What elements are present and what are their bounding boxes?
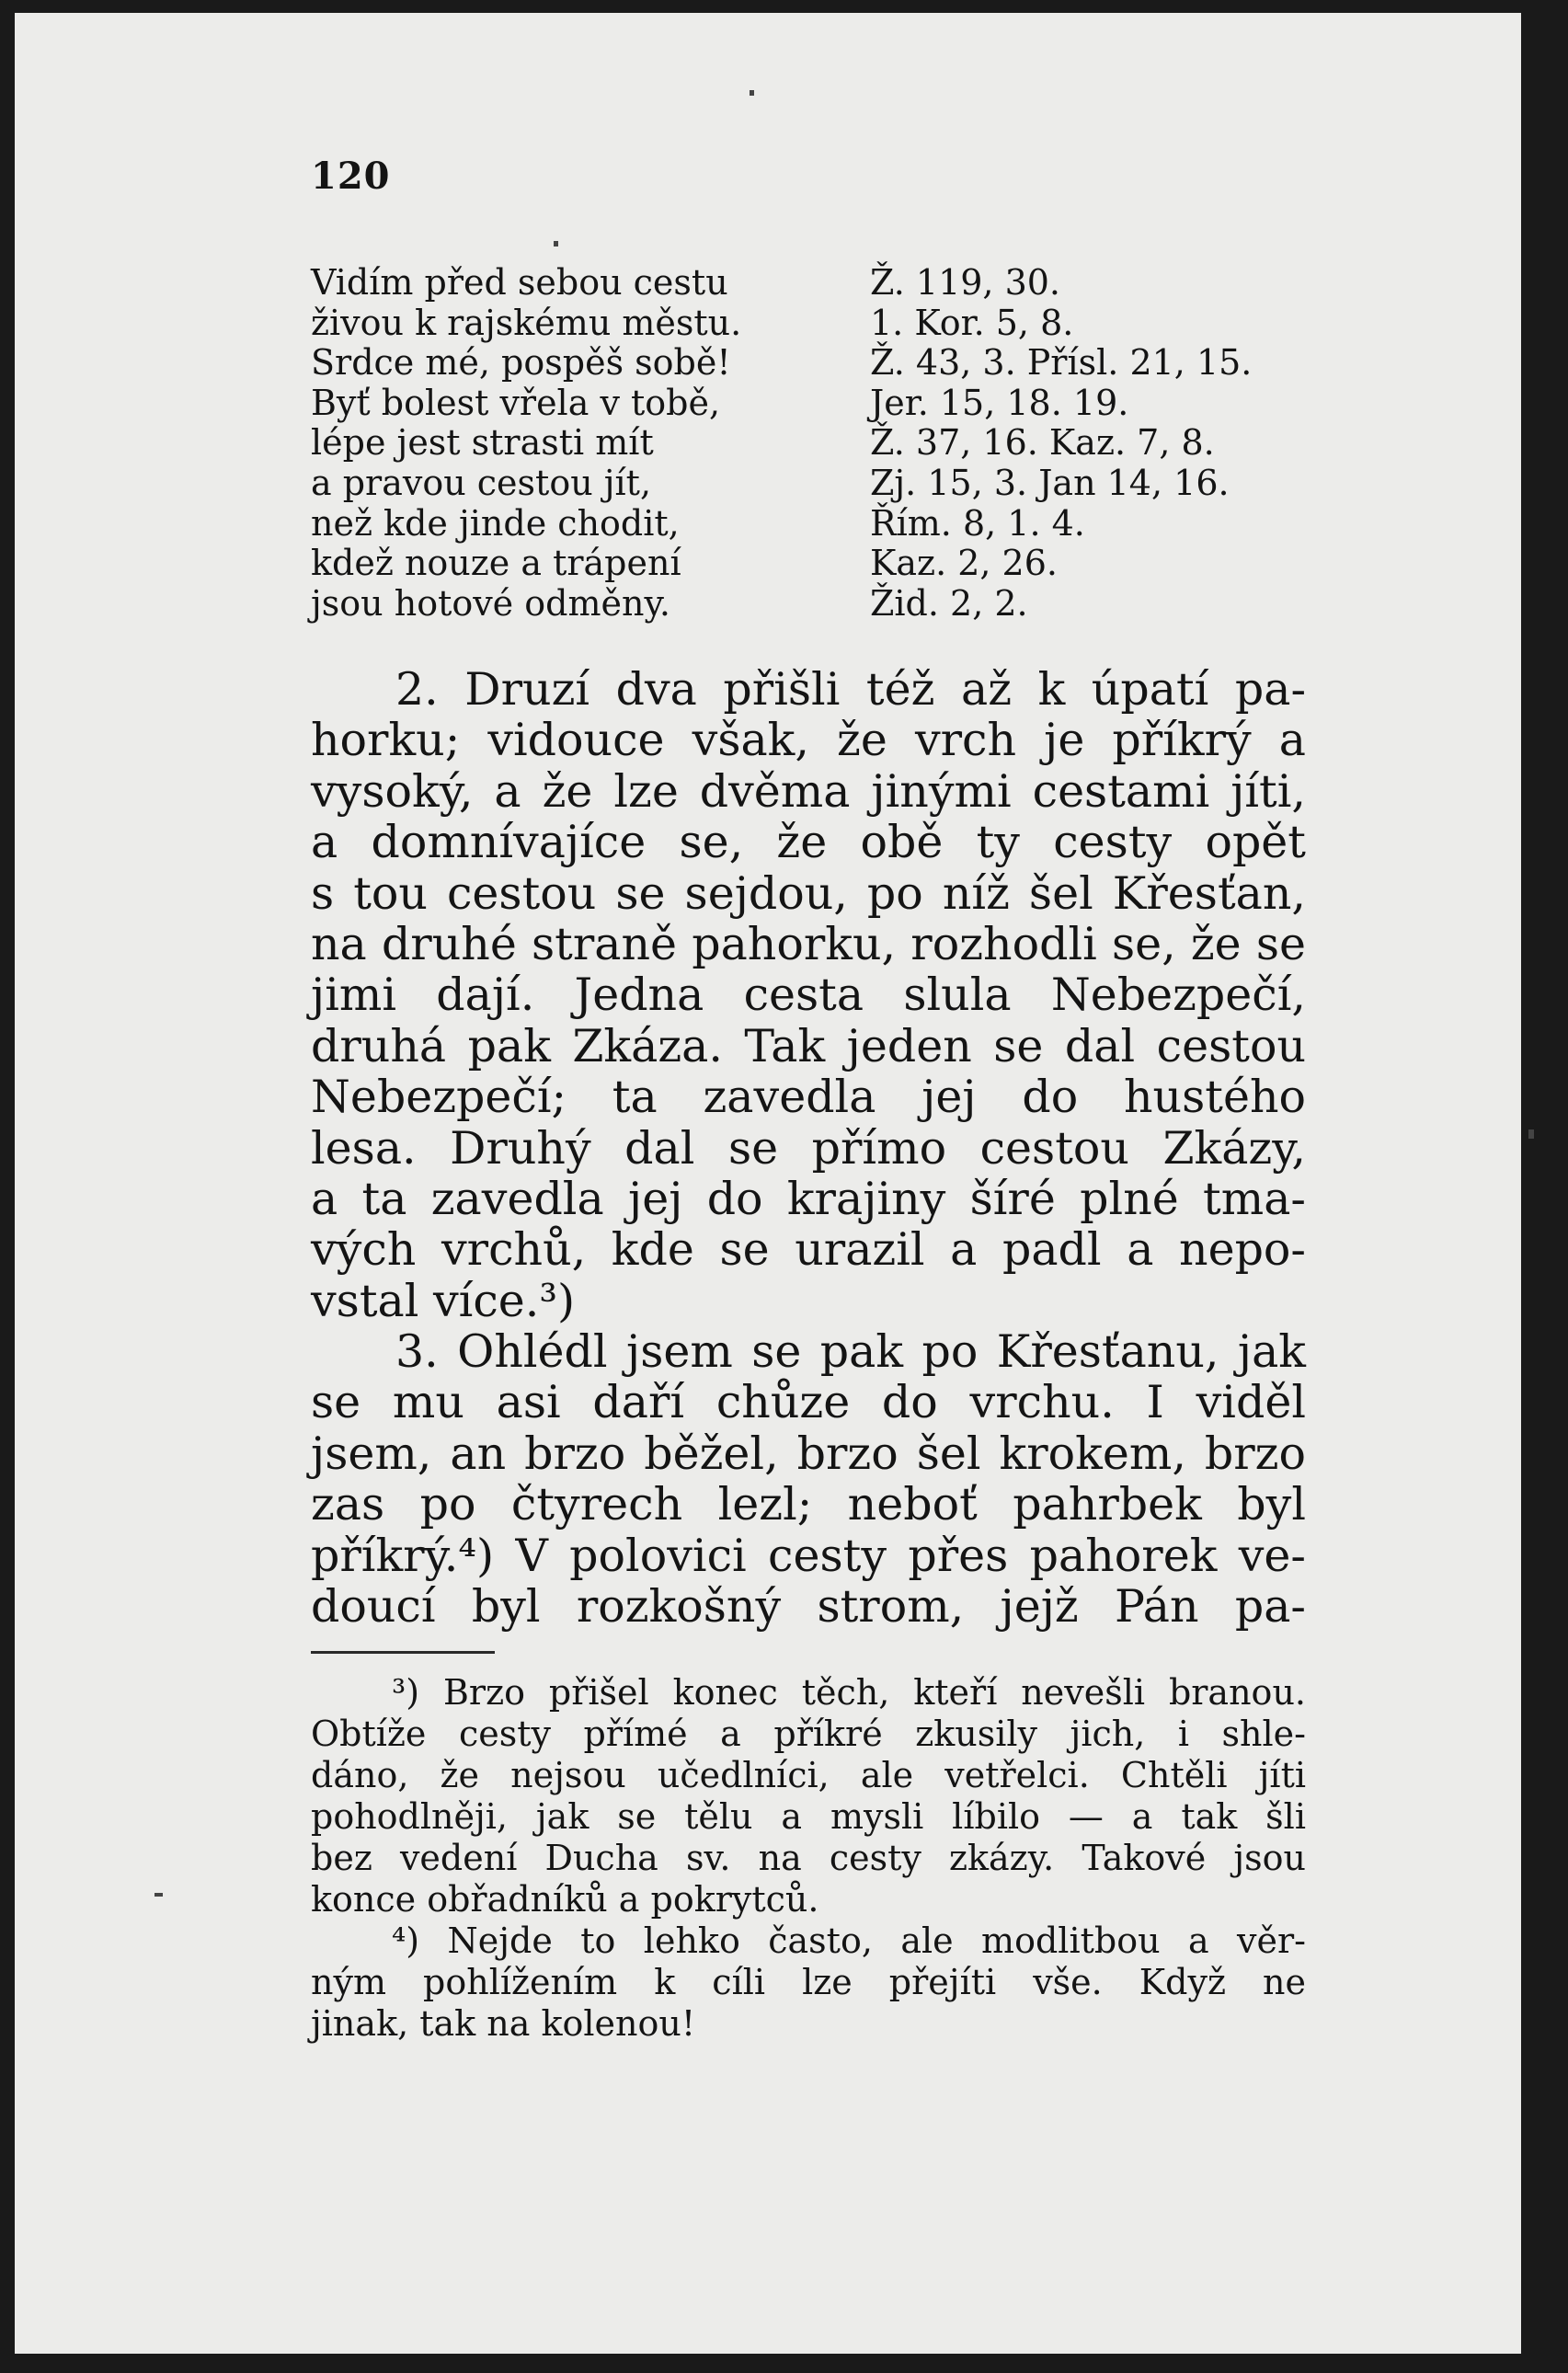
paragraph-3-line: doucí byl rozkošný strom, jejž Pán pa- xyxy=(311,1580,1306,1634)
paragraph-2-line: a ta zavedla jej do krajiny šíré plné tma- xyxy=(311,1172,1306,1225)
scripture-reference: Žid. 2, 2. xyxy=(870,582,1028,624)
footnotes xyxy=(311,1672,1306,2045)
poem-row xyxy=(311,383,1313,423)
footnote-3-line: ³) Brzo přišel konec těch, kteří nevešli branou. xyxy=(392,1672,1306,1713)
paragraph-2-line: Nebezpečí; ta zavedla jej do hustého xyxy=(311,1071,1306,1124)
footnote-4-line: jinak, tak na kolenou! xyxy=(311,2003,696,2044)
ink-speck xyxy=(554,241,558,246)
paragraph-2-line: 2. Druzí dva přišli též až k úpatí pa- xyxy=(395,663,1306,716)
footnote-3-line: pohodlněji, jak se tělu a mysli líbilo — a tak šli xyxy=(311,1796,1306,1837)
ink-speck xyxy=(750,90,754,96)
paragraph-3-line: jsem, an brzo běžel, brzo šel krokem, brzo xyxy=(311,1427,1306,1480)
poem-verse: kdež nouze a trápení xyxy=(311,543,681,584)
paragraph-2-line: jimi dají. Jedna cesta slula Nebezpečí, xyxy=(311,969,1306,1022)
poem-row xyxy=(311,303,1313,343)
paragraph-3-line: zas po čtyrech lezl; neboť pahrbek byl xyxy=(311,1478,1306,1531)
poem-verse: než kde jinde chodit, xyxy=(311,502,680,544)
paragraph-2-line: vstal více.³) xyxy=(311,1274,576,1327)
ink-speck xyxy=(1528,1129,1534,1139)
paragraph-2-line: druhá pak Zkáza. Tak jeden se dal cestou xyxy=(311,1019,1306,1072)
scripture-reference: Zj. 15, 3. Jan 14, 16. xyxy=(870,462,1230,503)
footnote-3-line: Obtíže cesty přímé a příkré zkusily jich, i shle- xyxy=(311,1714,1306,1754)
scripture-reference: Jer. 15, 18. 19. xyxy=(870,382,1129,423)
paragraph-2-line: s tou cestou se sejdou, po níž šel Křesťan, xyxy=(311,866,1306,920)
poem-verse: Srdce mé, pospěš sobě! xyxy=(311,342,731,384)
scripture-reference: Kaz. 2, 26. xyxy=(870,543,1058,584)
paragraph-2-line: na druhé straně pahorku, rozhodli se, že se xyxy=(311,917,1306,970)
poem-verse: Byť bolest vřela v tobě, xyxy=(311,382,721,423)
poem-verse: živou k rajskému městu. xyxy=(311,302,742,343)
poem-verse: a pravou cestou jít, xyxy=(311,462,652,503)
footnote-4-line: ným pohlížením k cíli lze přejíti vše. Když ne xyxy=(311,1962,1306,2002)
footnote-4-line: ⁴) Nejde to lehko často, ale modlitbou a věr- xyxy=(392,1920,1306,1961)
poem-row xyxy=(311,543,1313,583)
body-text xyxy=(311,664,1306,1632)
paragraph-2-line: horku; vidouce však, že vrch je příkrý a xyxy=(311,714,1306,767)
scripture-reference: Ž. 37, 16. Kaz. 7, 8. xyxy=(870,422,1215,464)
scripture-reference: 1. Kor. 5, 8. xyxy=(870,302,1074,343)
scripture-reference: Řím. 8, 1. 4. xyxy=(870,502,1085,544)
scripture-reference: Ž. 119, 30. xyxy=(870,262,1061,303)
poem-row xyxy=(311,503,1313,544)
poem-block xyxy=(311,262,1313,623)
poem-verse: lépe jest strasti mít xyxy=(311,422,654,464)
poem-row xyxy=(311,342,1313,383)
page-number: 120 xyxy=(311,155,391,198)
scripture-reference: Ž. 43, 3. Přísl. 21, 15. xyxy=(870,342,1253,384)
paragraph-3-line: 3. Ohlédl jsem se pak po Křesťanu, jak xyxy=(395,1325,1306,1379)
footnote-divider xyxy=(311,1651,495,1654)
footnote-3-line: bez vedení Ducha sv. na cesty zkázy. Takové jsou xyxy=(311,1838,1306,1878)
poem-row xyxy=(311,583,1313,624)
paragraph-2-line: vysoký, a že lze dvěma jinými cestami jíti, xyxy=(311,764,1306,818)
poem-row xyxy=(311,422,1313,463)
poem-verse: jsou hotové odměny. xyxy=(311,582,670,624)
paragraph-2-line: a domnívajíce se, že obě ty cesty opět xyxy=(311,816,1306,869)
ink-speck xyxy=(155,1893,163,1897)
footnote-3-line: dáno, že nejsou učedlníci, ale vetřelci. Chtěli jíti xyxy=(311,1755,1306,1795)
paragraph-3-line: se mu asi daří chůze do vrchu. I viděl xyxy=(311,1376,1306,1429)
poem-verse: Vidím před sebou cestu xyxy=(311,262,728,303)
paragraph-2-line: lesa. Druhý dal se přímo cestou Zkázy, xyxy=(311,1121,1306,1175)
paragraph-3-line: příkrý.⁴) V polovici cesty přes pahorek ve- xyxy=(311,1529,1306,1582)
poem-row xyxy=(311,262,1313,303)
poem-row xyxy=(311,463,1313,503)
paragraph-2-line: vých vrchů, kde se urazil a padl a nepo- xyxy=(311,1223,1306,1277)
footnote-3-line: konce obřadníků a pokrytců. xyxy=(311,1879,819,1920)
